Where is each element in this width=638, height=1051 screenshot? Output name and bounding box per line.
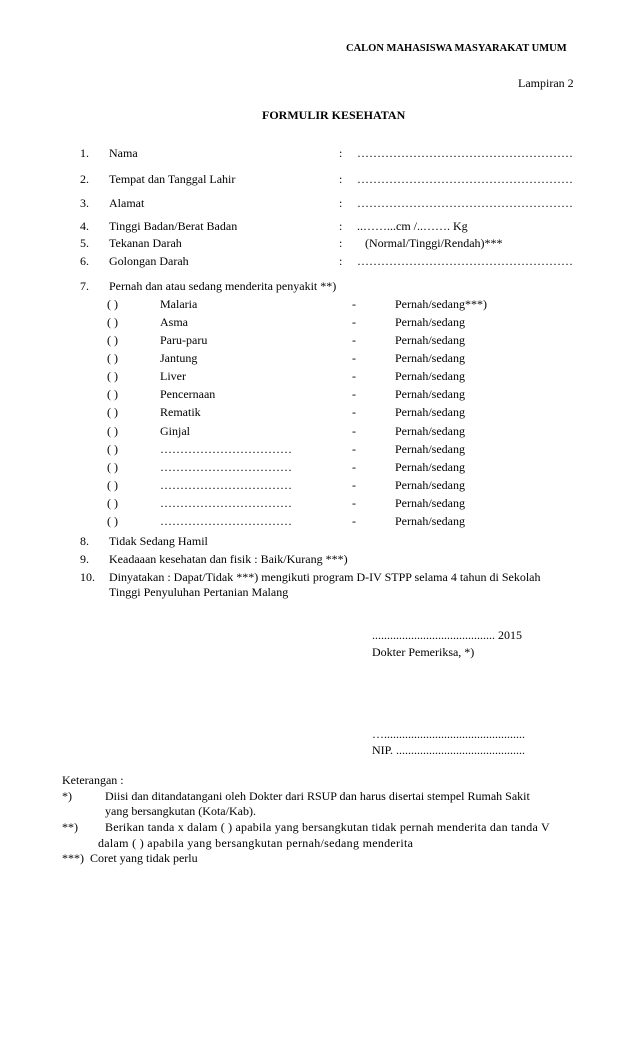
disease-status: Pernah/sedang: [395, 514, 465, 528]
field-birth-label: Tempat dan Tanggal Lahir: [109, 172, 236, 186]
field-separator: :: [339, 146, 343, 160]
disease-status: Pernah/sedang: [395, 405, 465, 419]
disease-checkbox[interactable]: ( ): [107, 405, 118, 419]
field-separator: :: [339, 172, 343, 186]
disease-checkbox[interactable]: ( ): [107, 496, 118, 510]
field-number: 5.: [80, 236, 89, 250]
signature-date[interactable]: ......................................... 2015: [372, 628, 522, 642]
disease-checkbox[interactable]: ( ): [107, 315, 118, 329]
disease-checkbox[interactable]: ( ): [107, 351, 118, 365]
disease-dash: -: [352, 514, 356, 528]
disease-status: Pernah/sedang***): [395, 297, 487, 311]
doctor-nip[interactable]: NIP. ...........................................: [372, 743, 526, 757]
disease-checkbox[interactable]: ( ): [107, 442, 118, 456]
disease-status: Pernah/sedang: [395, 496, 465, 510]
field-blood-type-label: Golongan Darah: [109, 254, 189, 268]
not-pregnant-statement: Tidak Sedang Hamil: [109, 534, 208, 548]
field-number: 2.: [80, 172, 89, 186]
disease-status: Pernah/sedang: [395, 460, 465, 474]
field-number: 6.: [80, 254, 89, 268]
disease-dash: -: [352, 387, 356, 401]
disease-dash: -: [352, 333, 356, 347]
disease-checkbox[interactable]: ( ): [107, 514, 118, 528]
field-blood-pressure-label: Tekanan Darah: [109, 236, 182, 250]
eligibility-statement-line2: Tinggi Penyuluhan Pertanian Malang: [109, 585, 289, 599]
disease-dash: -: [352, 460, 356, 474]
disease-checkbox[interactable]: ( ): [107, 333, 118, 347]
field-address-value[interactable]: ………………………………………………: [357, 196, 573, 210]
notes-heading: Keterangan :: [62, 773, 124, 787]
field-number: 1.: [80, 146, 89, 160]
disease-dash: -: [352, 442, 356, 456]
item-number: 10.: [80, 570, 95, 584]
field-separator: :: [339, 196, 343, 210]
field-blood-pressure-value[interactable]: (Normal/Tinggi/Rendah)***: [365, 236, 503, 250]
note-1-line2: yang bersangkutan (Kota/Kab).: [105, 804, 256, 818]
disease-dash: -: [352, 297, 356, 311]
field-number: 4.: [80, 219, 89, 233]
disease-name: Ginjal: [160, 424, 190, 438]
note-2-line1: Berikan tanda x dalam ( ) apabila yang bersangkutan tidak pernah menderita dan tanda V: [105, 820, 550, 834]
disease-name-blank[interactable]: ……………………………: [160, 478, 292, 492]
disease-name-blank[interactable]: ……………………………: [160, 460, 292, 474]
attachment-label: Lampiran 2: [518, 76, 574, 90]
disease-status: Pernah/sedang: [395, 315, 465, 329]
field-birth-value[interactable]: ………………………………………………: [357, 172, 573, 186]
form-category: CALON MAHASISWA MASYARAKAT UMUM: [346, 43, 567, 54]
disease-dash: -: [352, 478, 356, 492]
field-name-value[interactable]: ………………………………………………: [357, 146, 573, 160]
note-mark: *): [62, 789, 72, 803]
page-title: FORMULIR KESEHATAN: [262, 108, 406, 122]
disease-name: Jantung: [160, 351, 198, 365]
disease-name-blank[interactable]: ……………………………: [160, 514, 292, 528]
disease-name: Liver: [160, 369, 186, 383]
disease-name: Malaria: [160, 297, 198, 311]
disease-status: Pernah/sedang: [395, 387, 465, 401]
disease-dash: -: [352, 369, 356, 383]
disease-name: Asma: [160, 315, 188, 329]
field-blood-type-value[interactable]: ………………………………………………: [357, 254, 573, 268]
disease-status: Pernah/sedang: [395, 424, 465, 438]
disease-name: Rematik: [160, 405, 201, 419]
disease-name: Pencernaan: [160, 387, 216, 401]
note-mark: **): [62, 820, 78, 834]
disease-checkbox[interactable]: ( ): [107, 369, 118, 383]
note-3-text: Coret yang tidak perlu: [90, 851, 198, 865]
item-number: 8.: [80, 534, 89, 548]
doctor-name-line[interactable]: …...............................................: [372, 727, 525, 741]
field-number: 3.: [80, 196, 89, 210]
field-name-label: Nama: [109, 146, 138, 160]
note-1-line1: Diisi dan ditandatangani oleh Dokter dari RSUP dan harus disertai stempel Rumah Sakit: [105, 789, 530, 803]
eligibility-statement-line1: Dinyatakan : Dapat/Tidak ***) mengikuti program D-IV STPP selama 4 tahun di Sekolah: [109, 570, 541, 584]
field-address-label: Alamat: [109, 196, 145, 210]
item-number: 9.: [80, 552, 89, 566]
disease-name: Paru-paru: [160, 333, 208, 347]
field-height-weight-label: Tinggi Badan/Berat Badan: [109, 219, 238, 233]
note-2-line2: dalam ( ) apabila yang bersangkutan pernah/sedang menderita: [98, 836, 414, 850]
item-number: 7.: [80, 279, 89, 293]
disease-dash: -: [352, 424, 356, 438]
health-condition-statement: Keadaaan kesehatan dan fisik : Baik/Kurang ***): [109, 552, 348, 566]
disease-question: Pernah dan atau sedang menderita penyakit **): [109, 279, 337, 293]
disease-dash: -: [352, 351, 356, 365]
doctor-role: Dokter Pemeriksa, *): [372, 645, 475, 659]
disease-dash: -: [352, 405, 356, 419]
note-mark: ***): [62, 851, 84, 865]
field-height-weight-value[interactable]: ..……...cm /..……. Kg: [357, 219, 468, 233]
disease-status: Pernah/sedang: [395, 333, 465, 347]
disease-name-blank[interactable]: ……………………………: [160, 496, 292, 510]
disease-status: Pernah/sedang: [395, 478, 465, 492]
disease-status: Pernah/sedang: [395, 351, 465, 365]
disease-checkbox[interactable]: ( ): [107, 387, 118, 401]
disease-checkbox[interactable]: ( ): [107, 478, 118, 492]
disease-checkbox[interactable]: ( ): [107, 424, 118, 438]
disease-checkbox[interactable]: ( ): [107, 460, 118, 474]
disease-dash: -: [352, 315, 356, 329]
disease-status: Pernah/sedang: [395, 369, 465, 383]
disease-dash: -: [352, 496, 356, 510]
field-separator: :: [339, 236, 343, 250]
disease-name-blank[interactable]: ……………………………: [160, 442, 292, 456]
field-separator: :: [339, 254, 343, 268]
disease-checkbox[interactable]: ( ): [107, 297, 118, 311]
field-separator: :: [339, 219, 343, 233]
disease-status: Pernah/sedang: [395, 442, 465, 456]
